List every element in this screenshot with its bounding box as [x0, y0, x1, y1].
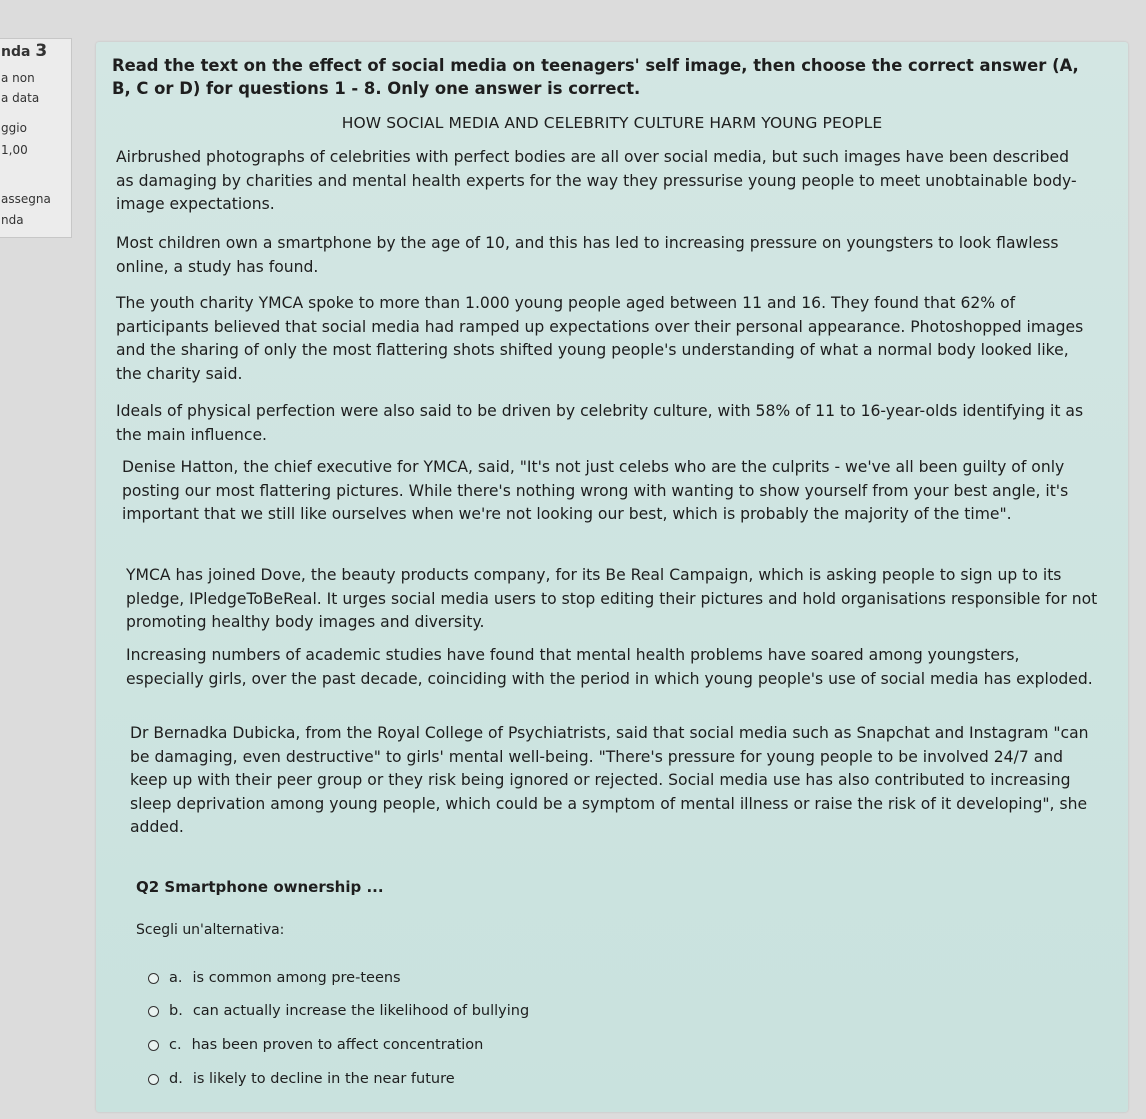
question-panel [96, 42, 1128, 1112]
option-letter: c. [169, 1037, 182, 1053]
status-text: a non [1, 71, 35, 85]
article-paragraph: Denise Hatton, the chief executive for YMCA, said, "It's not just celebs who are the culprits - we've all been guilty of only posting our most flattering pictures. While there's nothing wrong with wanting to show yourself from your best angle, it's important that we still like ourselves when we're not looking our best, which is probably the majority of the time". [122, 458, 1069, 523]
article-title: HOW SOCIAL MEDIA AND CELEBRITY CULTURE HARM YOUNG PEOPLE [341, 114, 883, 132]
option-text: is likely to decline in the near future [192, 1071, 455, 1087]
article-paragraph: Increasing numbers of academic studies have found that mental health problems have soared among youngsters, especially girls, over the past decade, coinciding with the period in which young people's use of social media has exploded. [126, 646, 1093, 688]
option-text: can actually increase the likelihood of bullying [192, 1003, 530, 1019]
radio-button[interactable] [148, 973, 159, 984]
answer-option-d[interactable] [148, 1071, 455, 1087]
radio-button[interactable] [148, 1006, 159, 1017]
article-paragraph: YMCA has joined Dove, the beauty products company, for its Be Real Campaign, which is asking people to sign up to its pledge, IPledgeToBeReal. It urges social media users to stop editing their pictures and hold organisations responsible for not promoting healthy body images and diversity. [126, 566, 1098, 631]
option-letter: a. [169, 970, 183, 986]
radio-button[interactable] [148, 1074, 159, 1085]
option-text: is common among pre-teens [192, 970, 401, 986]
question-number-label: nda 3 [1, 41, 48, 61]
article-paragraph: Most children own a smartphone by the age of 10, and this has led to increasing pressure on youngsters to look flawless online, a study has found. [116, 234, 1059, 276]
article-paragraph: Dr Bernadka Dubicka, from the Royal College of Psychiatrists, said that social media such as Snapchat and Instagram "can be damaging, even destructive" to girls' mental well-being. "There's pressure for young people to be involved 24/7 and keep up with their peer group or they risk being ignored or rejected. Social media use has also contributed to increasing sleep deprivation among young people, which could be a symptom of mental illness or raise the risk of it developing", she added. [130, 724, 1089, 836]
article-paragraph: Ideals of physical perfection were also said to be driven by celebrity culture, with 58% of 11 to 16-year-olds identifying it as the main influence. [116, 402, 1084, 444]
choose-prompt: Scegli un'alternativa: [136, 922, 285, 938]
article-paragraph: Airbrushed photographs of celebrities with perfect bodies are all over social media, but such images have been described as damaging by charities and mental health experts for the way they pressurise young people to meet unobtainable body-image expectations. [116, 148, 1077, 213]
score-value: 1,00 [1, 143, 28, 157]
question-text: Q2 Smartphone ownership ... [136, 878, 384, 896]
question-info-box [0, 38, 72, 238]
article-paragraph: The youth charity YMCA spoke to more than 1.000 young people aged between 11 and 16. They found that 62% of participants believed that social media had ramped up expectations over their personal appearance. Photoshopped images and the sharing of only the most flattering shots shifted young people's understanding of what a normal body looked like, the charity said. [116, 294, 1084, 383]
instructions: Read the text on the effect of social media on teenagers' self image, then choose the correct answer (A, B, C or D) for questions 1 - 8. Only one answer is correct. [112, 56, 1079, 98]
option-letter: d. [169, 1071, 183, 1087]
answer-option-b[interactable] [148, 1003, 529, 1019]
answer-option-a[interactable] [148, 970, 401, 986]
flag-question-link[interactable]: assegna [1, 192, 51, 206]
flag-question-link[interactable]: nda [1, 213, 24, 227]
status-text: a data [1, 91, 40, 105]
answer-option-c[interactable] [148, 1037, 483, 1053]
radio-button[interactable] [148, 1040, 159, 1051]
option-text: has been proven to affect concentration [191, 1037, 484, 1053]
option-letter: b. [169, 1003, 183, 1019]
score-label: ggio [1, 121, 27, 135]
